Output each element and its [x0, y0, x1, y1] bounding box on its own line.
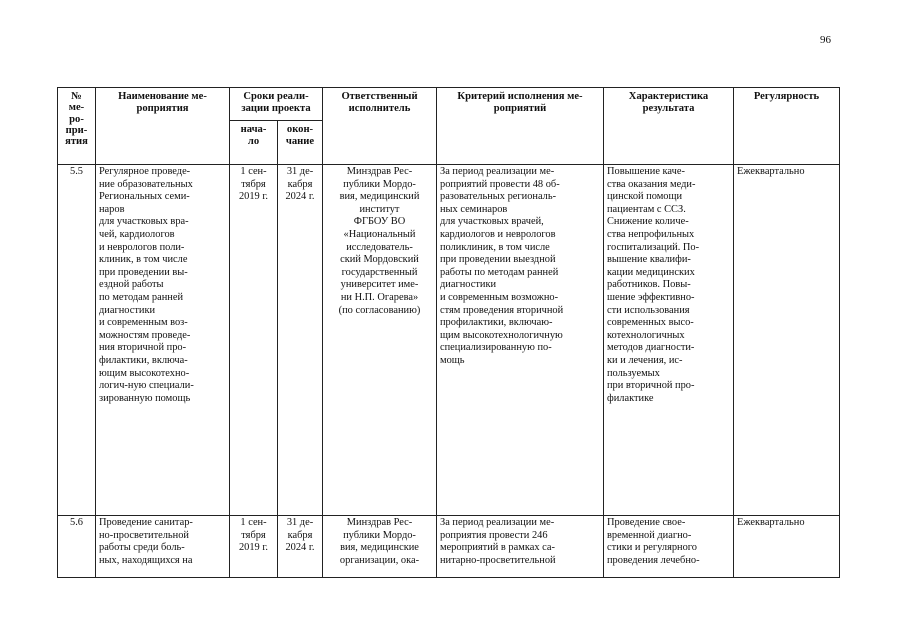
row-regularity: Ежеквартально [734, 165, 840, 516]
row-end: 31 де- кабря 2024 г. [278, 516, 323, 578]
header-start: нача- ло [230, 121, 278, 165]
row-regularity: Ежеквартально [734, 516, 840, 578]
page-number: 96 [820, 34, 831, 46]
header-terms: Сроки реали- зации проекта [230, 88, 323, 121]
header-criterion: Критерий исполнения ме- роприятий [437, 88, 604, 165]
header-regularity: Регулярность [734, 88, 840, 165]
row-name: Проведение санитар- но-просветительной работы среди боль- ных, находящихся на [96, 516, 230, 578]
events-table [57, 87, 840, 578]
row-responsible: Минздрав Рес- публики Мордо- вия, медицинские организации, ока- [323, 516, 437, 578]
row-result: Повышение каче- ства оказания меди- цинской помощи пациентам с ССЗ. Снижение количе- ства непрофильных госпитализаций. По- вышение квалифи- кации медицинских работников. Повы- шение эффективно- сти использования современных высо- котехнологичных методов диагности- ки и лечения, ис- пользуемых при вторичной про- филактике [604, 165, 734, 516]
table-row [58, 516, 840, 578]
row-end: 31 де- кабря 2024 г. [278, 165, 323, 516]
row-name: Регулярное проведе- ние образовательных Региональных семи- наров для участковых вра- чей, кардиологов и неврологов поли- клиник, в том числе при проведении вы- ездной работы по методам ранней диагностики и современным воз- можностям проведе- ния вторичной про- филактики, включа- ющим высокотехно- логич-ную специали- зированную помощь [96, 165, 230, 516]
header-result: Характеристика результата [604, 88, 734, 165]
header-num: № ме- ро- при- ятия [58, 88, 96, 165]
row-result: Проведение свое- временной диагно- стики и регулярного проведения лечебно- [604, 516, 734, 578]
row-num: 5.5 [58, 165, 96, 516]
header-name: Наименование ме- роприятия [96, 88, 230, 165]
row-start: 1 сен- тября 2019 г. [230, 165, 278, 516]
row-num: 5.6 [58, 516, 96, 578]
header-end: окон- чание [278, 121, 323, 165]
row-criterion: За период реализации ме- роприятий провести 48 об- разовательных региональ- ных семинаров для участковых врачей, кардиологов и неврологов поликлиник, в том числе при проведении выездной работы по методам ранней диагностики и современным возможно- стям проведения вторичной профилактики, включаю- щим высокотехнологичную специализированную по- мощь [437, 165, 604, 516]
table-row [58, 165, 840, 516]
row-criterion: За период реализации ме- роприятия провести 246 мероприятий в рамках са- нитарно-просветительной [437, 516, 604, 578]
header-responsible: Ответственный исполнитель [323, 88, 437, 165]
row-responsible: Минздрав Рес- публики Мордо- вия, медицинский институт ФГБОУ ВО «Национальный исследователь- ский Мордовский государственный университет име- ни Н.П. Огарева» (по согласованию) [323, 165, 437, 516]
row-start: 1 сен- тября 2019 г. [230, 516, 278, 578]
